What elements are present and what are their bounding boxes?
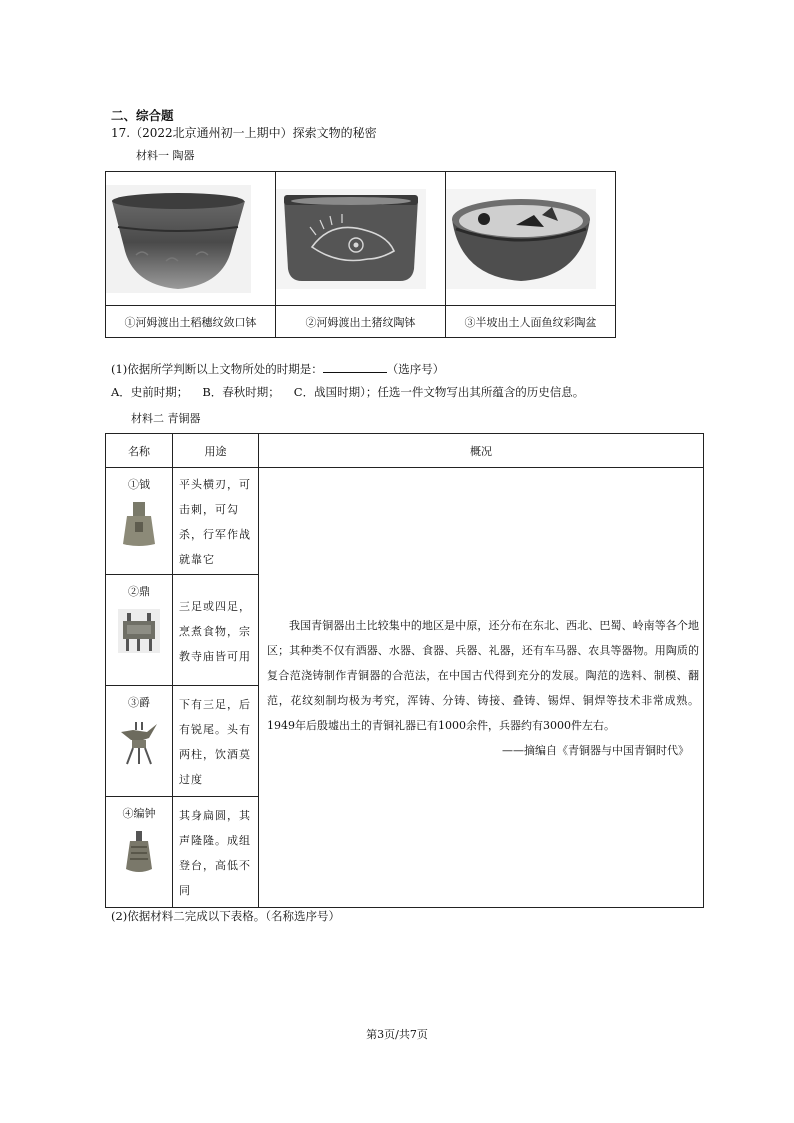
bronze-name-cell: [106, 797, 173, 908]
bronze-name: ②鼎: [128, 585, 150, 598]
description-source: ——摘编自《青铜器与中国青铜时代》: [502, 743, 689, 757]
bronze-yue-axe-icon: [119, 500, 159, 548]
bronze-use: 下有三足，后有锐尾。头有两柱，饮酒莫过度: [173, 686, 259, 797]
bronze-name: ③爵: [128, 696, 150, 709]
painted-pottery-basin-fish-icon: [446, 189, 596, 289]
bronze-name: ④编钟: [122, 807, 156, 820]
question-1-options: [111, 384, 598, 400]
artifact-image-cell: [106, 172, 276, 306]
option-b: B．春秋时期；: [202, 385, 280, 399]
page-footer: 第3页/共7页: [366, 1028, 428, 1041]
artifact-image-cell: [276, 172, 446, 306]
bronze-name: ①钺: [128, 478, 150, 491]
bronze-description: 我国青铜器出土比较集中的地区是中原，还分布在东北、西北、巴蜀、岭南等各个地区；其种类不仅有酒器、水器、食器、兵器、礼器，还有车马器、农具等器物。用陶质的复合范浇铸制作青铜器的合范法，在中国古代得到充分的发展。陶范的选料、制模、翻范，花纹刻制均极为考究，浑铸、分铸、铸接、叠铸、锡焊、铜焊等技术非常成熟。1949年后殷墟出土的青铜礼器已有1000余件，兵器约有3000件左右。: [267, 618, 699, 732]
material-2-label: 材料二 青铜器: [131, 412, 201, 425]
option-a: A．史前时期；: [111, 385, 189, 399]
bronze-description-cell: [259, 468, 704, 908]
material-1-label: 材料一 陶器: [136, 149, 195, 162]
bronze-use: 平头横刃，可击刺，可勾杀，行军作战就靠它: [173, 468, 259, 575]
pottery-bowl-rice-pattern-icon: [106, 185, 251, 293]
answer-blank[interactable]: [323, 361, 387, 373]
bronze-jue-vessel-icon: [119, 720, 159, 766]
header-name: 名称: [106, 434, 173, 468]
question-1-prompt: (1)依据所学判断以上文物所处的时期是：: [111, 362, 323, 376]
material-2-table: [105, 433, 704, 908]
artifact-caption: ②河姆渡出土猪纹陶钵: [276, 306, 446, 338]
bronze-name-cell: [106, 575, 173, 686]
bronze-use: 三足或四足，烹煮食物，宗教寺庙皆可用: [173, 575, 259, 686]
question-1: [111, 361, 444, 377]
bronze-use: 其身扁圆，其声隆隆。成组登台，高低不同: [173, 797, 259, 908]
question-2: (2)依据材料二完成以下表格。（名称选序号）: [111, 909, 341, 923]
section-heading: 二、综合题: [111, 108, 174, 123]
bronze-name-cell: [106, 686, 173, 797]
pottery-bowl-pig-pattern-icon: [276, 189, 426, 289]
artifact-image-cell: [446, 172, 616, 306]
question-1-suffix: （选序号）: [386, 362, 445, 376]
material-1-table: [105, 171, 616, 338]
bronze-bell-icon: [124, 831, 154, 875]
option-c: C．战国时期）；任选一件文物写出其所蕴含的历史信息。: [293, 385, 585, 399]
question-17-title: 17.（2022北京通州初一上期中）探索文物的秘密: [111, 126, 377, 140]
header-use: 用途: [173, 434, 259, 468]
bronze-ding-cauldron-icon: [118, 609, 160, 653]
artifact-caption: ③半坡出土人面鱼纹彩陶盆: [446, 306, 616, 338]
header-description: 概况: [259, 434, 704, 468]
artifact-caption: ①河姆渡出土稻穗纹敛口钵: [106, 306, 276, 338]
bronze-name-cell: [106, 468, 173, 575]
